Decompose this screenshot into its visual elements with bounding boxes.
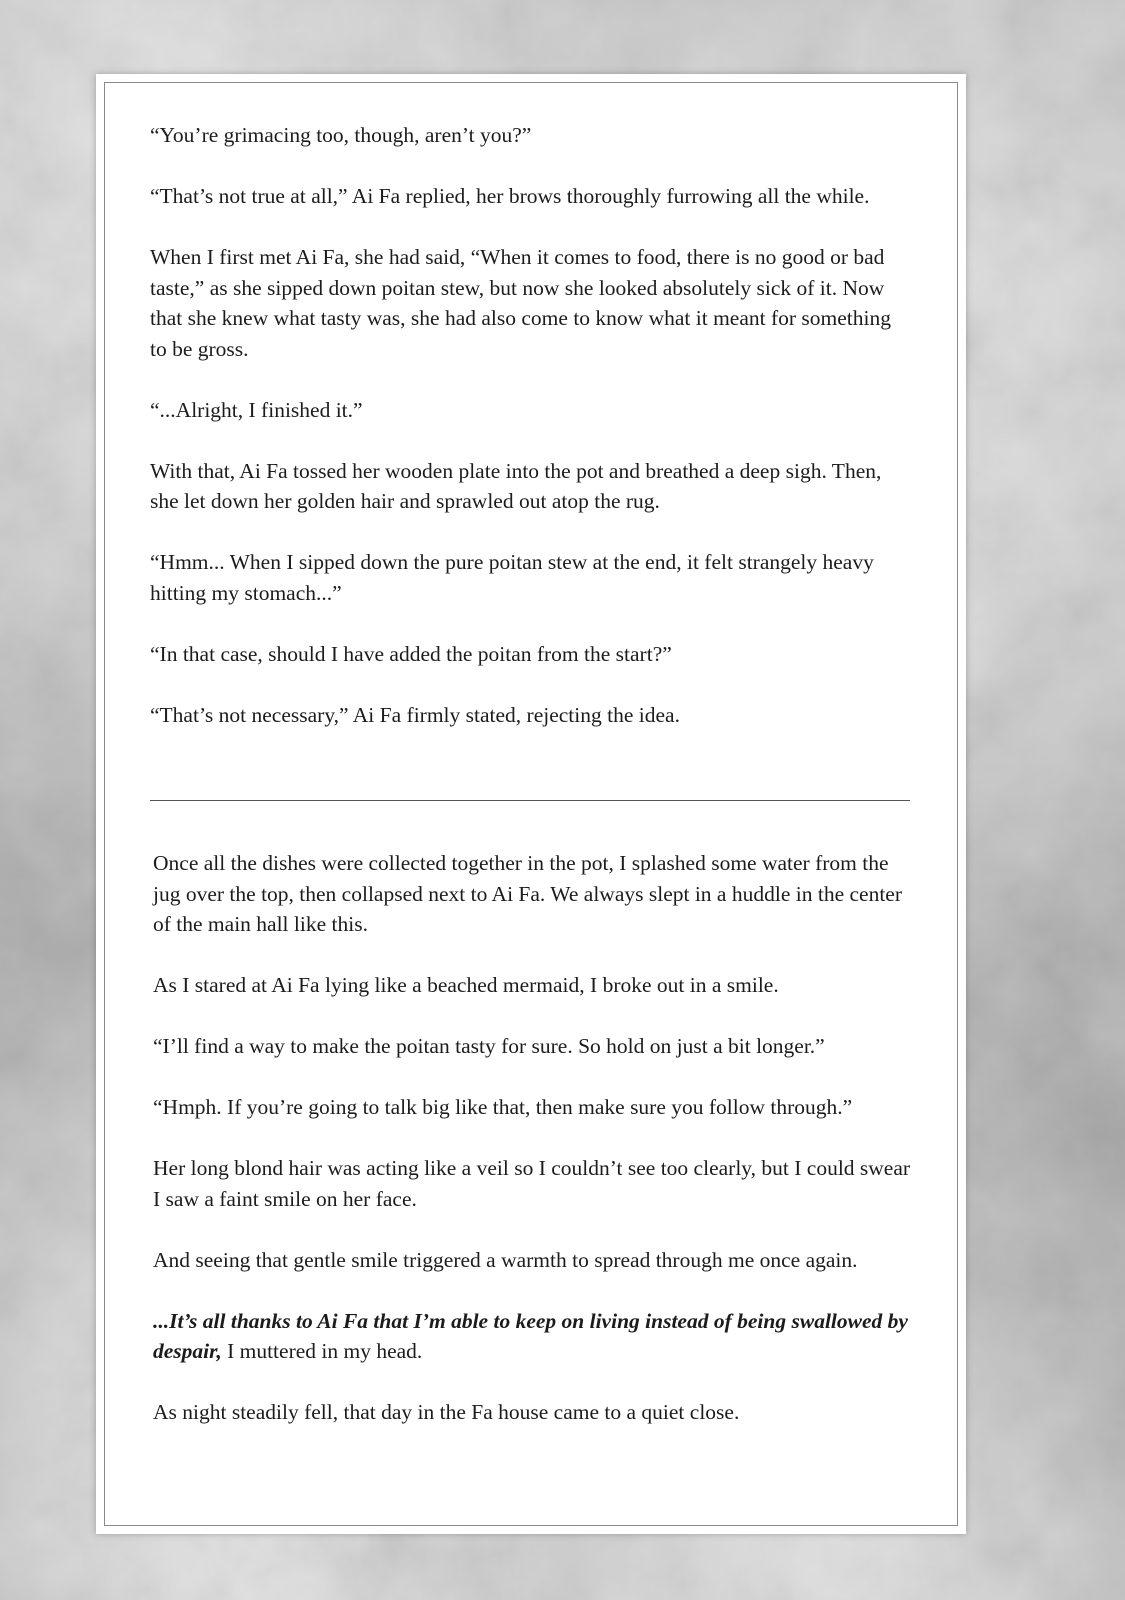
inner-thought-paragraph (153, 1306, 913, 1367)
text-section-1 (150, 120, 908, 730)
paragraph: When I first met Ai Fa, she had said, “When it comes to food, there is no good or bad taste,” as she sipped down poitan stew, but now she looked absolutely sick of it. Now that she knew what tasty was, she had also come to know what it meant for something to be gross. (150, 245, 891, 361)
closing-paragraph: As night steadily fell, that day in the Fa house came to a quiet close. (153, 1400, 740, 1424)
paragraph: “In that case, should I have added the poitan from the start?” (150, 641, 672, 666)
paragraph: “That’s not necessary,” Ai Fa firmly stated, rejecting the idea. (150, 702, 680, 727)
inner-thought-emphasis: ...It’s all thanks to Ai Fa that I’m able to keep on living instead of being swallowed by despair, (153, 1308, 908, 1363)
paragraph: “Hmm... When I sipped down the pure poitan stew at the end, it felt strangely heavy hitting my stomach...” (150, 550, 874, 605)
paragraph: As I stared at Ai Fa lying like a beached mermaid, I broke out in a smile. (153, 973, 779, 997)
paragraph: With that, Ai Fa tossed her wooden plate into the pot and breathed a deep sigh. Then, she let down her golden hair and sprawled out atop the rug. (150, 458, 882, 513)
paragraph: “You’re grimacing too, though, aren’t you?” (150, 123, 532, 147)
paragraph: Once all the dishes were collected together in the pot, I splashed some water from the jug over the top, then collapsed next to Ai Fa. We always slept in a huddle in the center of the main hall like this. (153, 851, 902, 936)
paragraph: And seeing that gentle smile triggered a warmth to spread through me once again. (153, 1247, 858, 1272)
scene-break-divider (150, 800, 910, 801)
inner-thought-tail: I muttered in my head. (221, 1339, 423, 1363)
paragraph: “That’s not true at all,” Ai Fa replied, her brows thoroughly furrowing all the while. (150, 184, 870, 208)
text-section-2 (153, 848, 913, 1428)
paragraph: “I’ll find a way to make the poitan tasty for sure. So hold on just a bit longer.” (153, 1034, 825, 1058)
paragraph: “...Alright, I finished it.” (150, 397, 363, 422)
paragraph: Her long blond hair was acting like a veil so I couldn’t see too clearly, but I could swear I saw a faint smile on her face. (153, 1156, 911, 1211)
page-sheet (96, 74, 966, 1534)
paragraph: “Hmph. If you’re going to talk big like that, then make sure you follow through.” (153, 1095, 853, 1119)
